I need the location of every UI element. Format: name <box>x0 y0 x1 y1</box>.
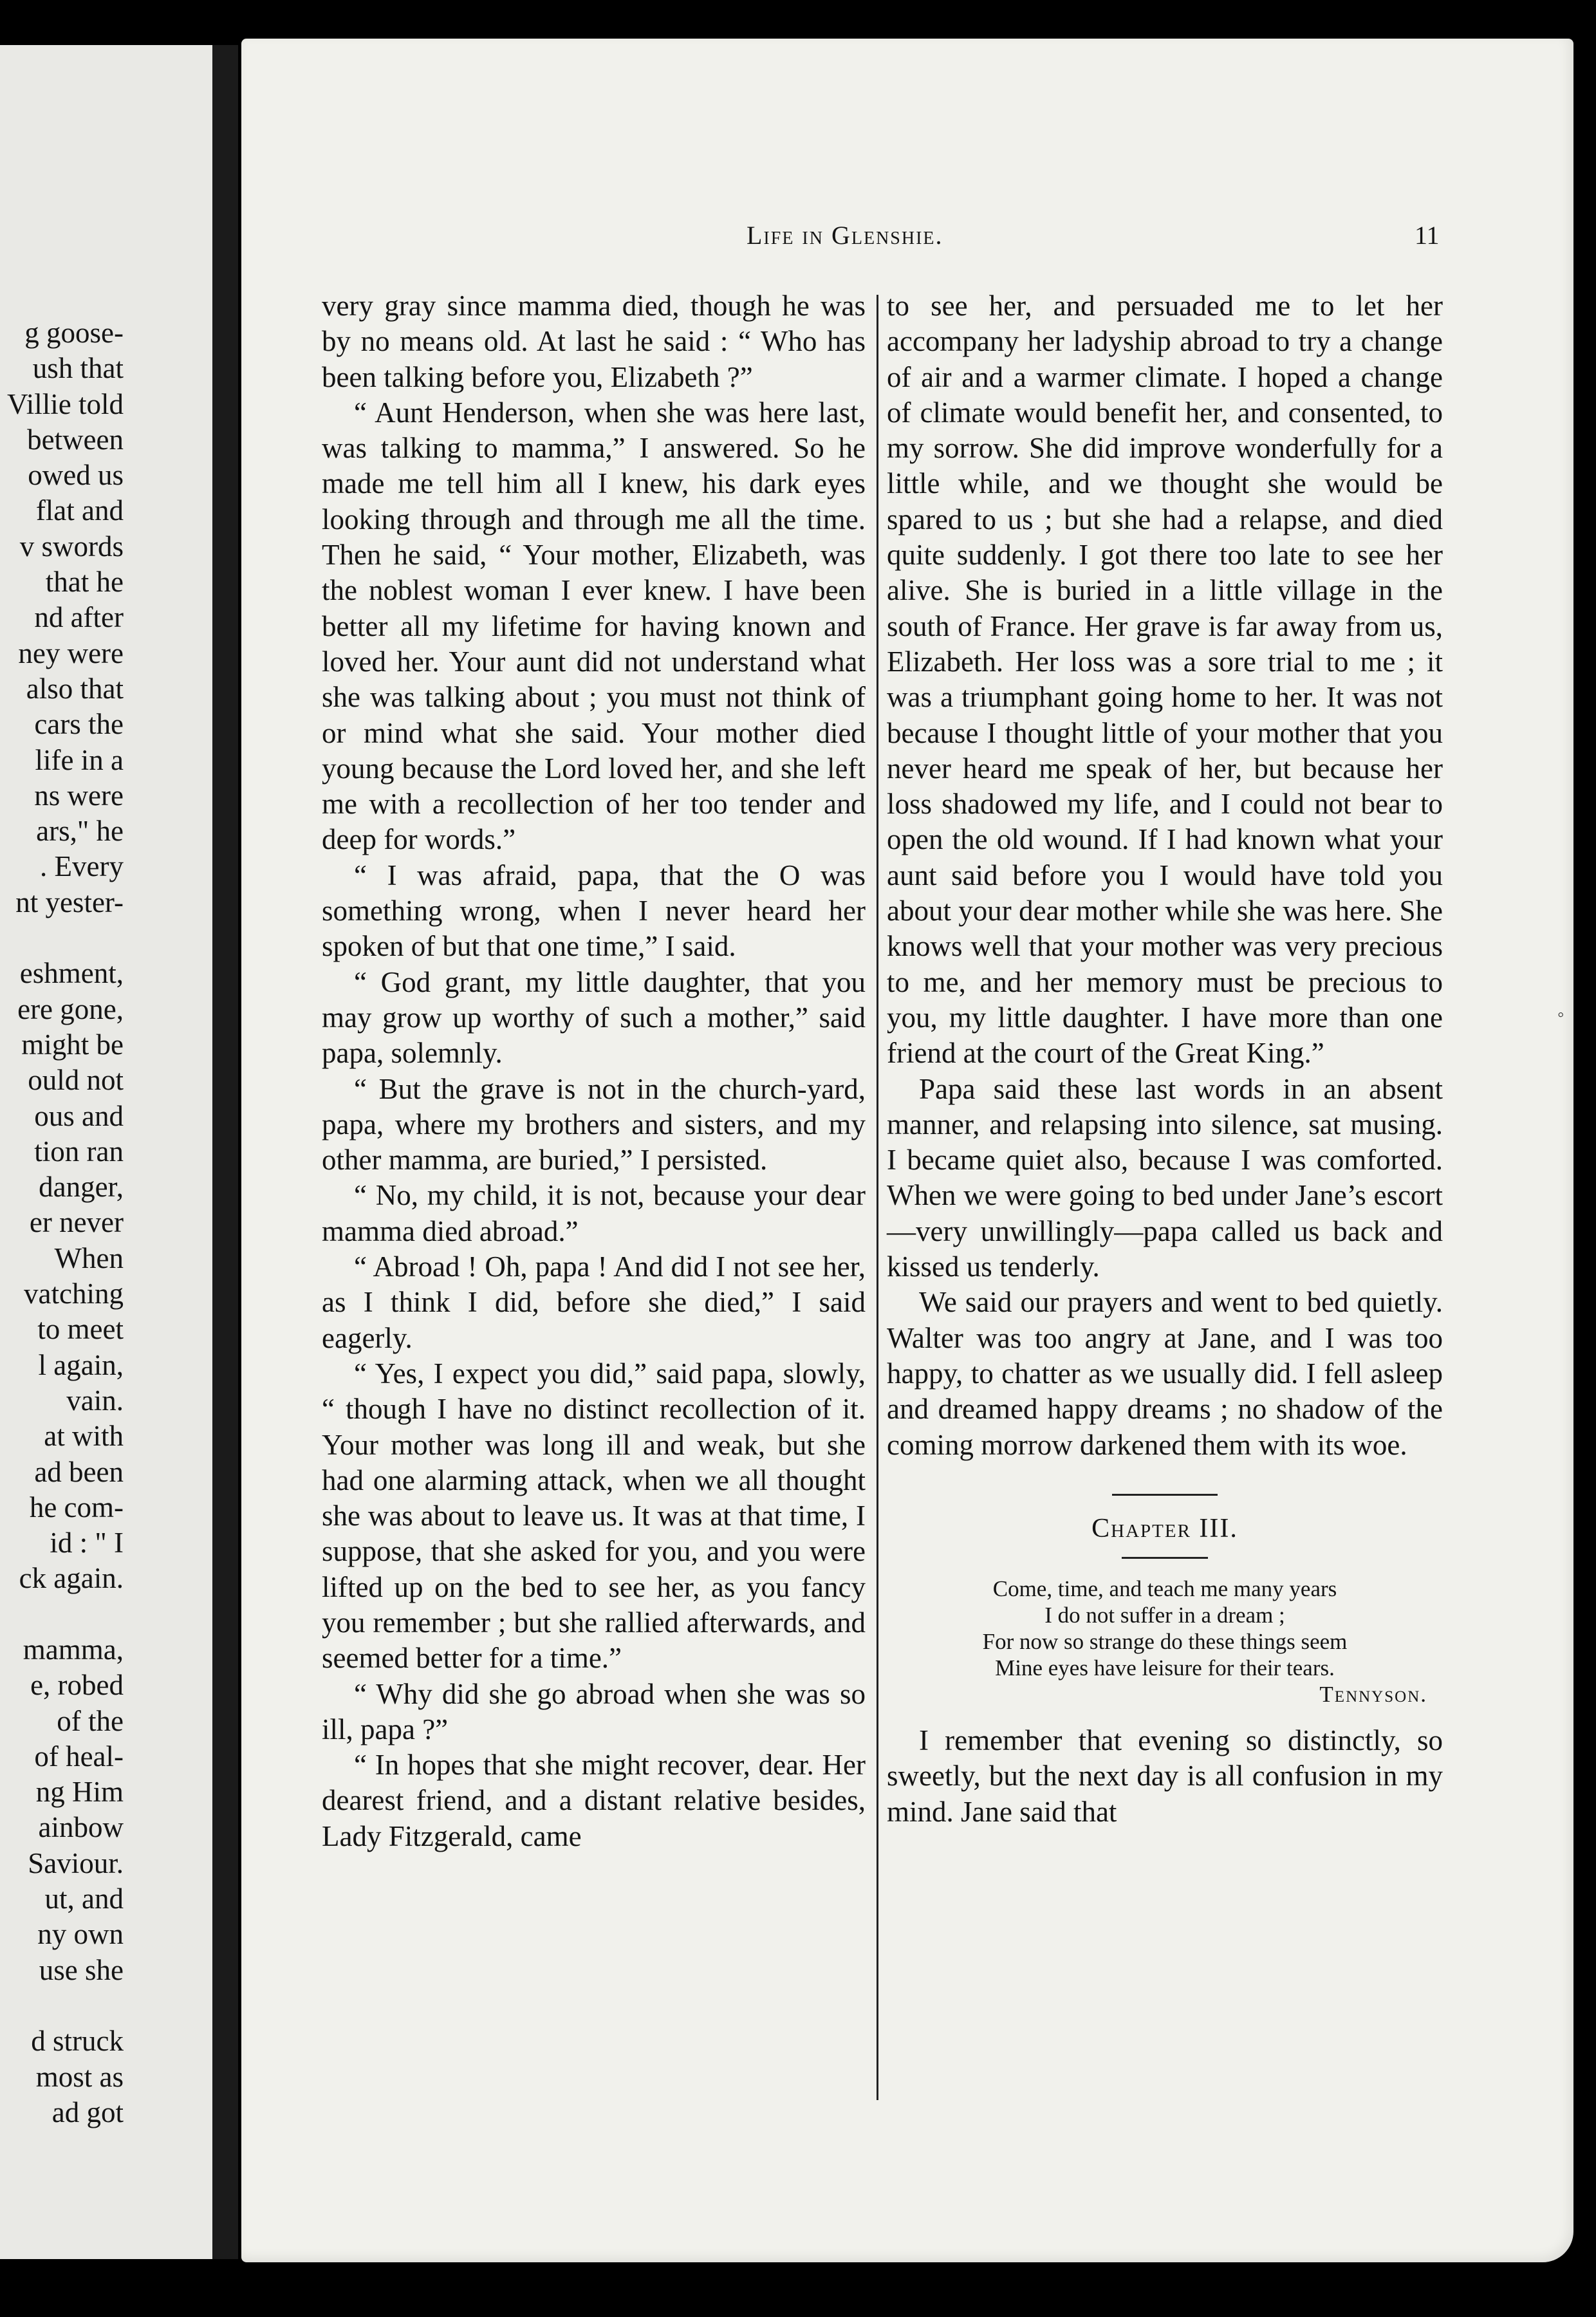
paragraph: to see her, and persuaded me to let her accompany her ladyship abroad to try a change of air and a warmer climate. I hoped a change of climate would benefit her, and consented, to my sorrow. She did improve wonderfully for a little while, and we thought she would be spared to us ; but she had a relapse, and died quite suddenly. I got there too late to see her alive. She is buried in a little village in the south of France. Her grave is far away from us, Elizabeth. Her loss was a sore trial to me ; it was a triumphant going home to her. It was not because I thought little of your mother that you never heard me speak of her, but because her loss shadowed my life, and I could not bear to open the old wound. If I had known what your aunt said before you I would have told you about your dear mother while she was here. She knows well that your mother was very precious to me, and her memory must be precious to you, my little daughter. I have more than one friend at the court of the Great King.” <box>887 290 1443 1070</box>
previous-page-fragment: ainbow <box>38 1811 124 1844</box>
previous-page-fragment: ous and <box>34 1099 124 1132</box>
previous-page-fragment: mamma, <box>23 1633 124 1666</box>
previous-page-fragment: ut, and <box>44 1883 124 1915</box>
epigraph-line: Mine eyes have leisure for their tears. <box>995 1655 1335 1681</box>
previous-page-fragment: ad got <box>51 2096 124 2128</box>
previous-page-fragment <box>0 1597 124 1632</box>
paragraph: “ Why did she go abroad when she was so ill, papa ?” <box>322 1677 866 1745</box>
previous-page <box>0 45 212 2259</box>
previous-page-fragment: eshment, <box>19 957 124 990</box>
epigraph-line: For now so strange do these things seem <box>982 1629 1348 1655</box>
running-head: Life in Glenshie. <box>747 221 943 250</box>
paragraph: very gray since mamma died, though he was by no means old. At last he said : “ Who has been talking before you, Elizabeth ?” <box>322 290 866 393</box>
chapter-rule <box>1112 1494 1218 1496</box>
previous-page-fragment: d struck <box>31 2025 124 2058</box>
previous-page-fragment: . Every <box>40 850 124 883</box>
paragraph: “ Abroad ! Oh, papa ! And did I not see her, as I think I did, before she died,” I said eagerly. <box>322 1251 866 1354</box>
right-column <box>887 288 1443 1830</box>
page-edge-mark: ◦ <box>1557 1004 1564 1025</box>
previous-page-fragment: e, robed <box>30 1669 124 1702</box>
paragraph: “ No, my child, it is not, because your dear mamma died abroad.” <box>322 1179 866 1247</box>
previous-page-fragment: er never <box>29 1206 124 1239</box>
previous-page-fragment <box>0 920 124 956</box>
epigraph-line: Come, time, and teach me many years <box>992 1576 1337 1602</box>
chapter-heading: Chapter III. <box>1091 1513 1238 1543</box>
column-rule <box>877 295 878 2100</box>
previous-page-fragment: that he <box>45 566 124 599</box>
previous-page-fragment: owed us <box>28 459 124 492</box>
previous-page-fragment: ould not <box>28 1064 124 1097</box>
previous-page-fragment: also that <box>26 672 124 705</box>
previous-page-fragment <box>0 1988 124 2024</box>
paragraph: We said our prayers and went to bed quietly. Walter was too angry at Jane, and I was too happy, to chatter as we usually did. I fell asleep and dreamed happy dreams ; no shadow of the coming morrow darkened them with its woe. <box>887 1286 1443 1461</box>
book-gutter <box>212 45 238 2259</box>
previous-page-fragment: life in a <box>35 743 124 776</box>
epigraph-attribution: Tennyson. <box>1319 1682 1427 1708</box>
paragraph: “ I was afraid, papa, that the O was something wrong, when I never heard her spoken of but that one time,” I said. <box>322 859 866 963</box>
previous-page-fragment: of heal- <box>34 1740 124 1773</box>
previous-page-fragment: id : " I <box>50 1527 124 1559</box>
previous-page-fragment: he com- <box>29 1491 124 1523</box>
previous-page-fragment: ad been <box>34 1455 124 1488</box>
previous-page-fragment: of the <box>57 1704 124 1737</box>
previous-page-fragment: ush that <box>32 352 124 385</box>
previous-page-fragment: most as <box>35 2060 124 2093</box>
previous-page-fragment: ck again. <box>19 1562 124 1595</box>
previous-page-fragment: vain. <box>66 1384 124 1417</box>
previous-page-fragment: g goose- <box>24 317 124 349</box>
previous-page-fragment: at with <box>44 1420 124 1453</box>
paragraph: I remember that evening so distinctly, so sweetly, but the next day is all confusion in my mind. Jane said that <box>887 1724 1443 1828</box>
previous-page-fragment: Villie told <box>6 387 124 420</box>
previous-page-fragment: use she <box>39 1953 124 1986</box>
previous-page-fragment: ney were <box>18 637 124 669</box>
previous-page-fragment: tion ran <box>34 1135 124 1168</box>
previous-page-fragment: nd after <box>34 601 124 634</box>
previous-page-fragment: might be <box>21 1028 124 1061</box>
previous-page-fragment: v swords <box>19 530 124 563</box>
previous-page-fragment: l again, <box>38 1348 124 1381</box>
previous-page-fragment: ng Him <box>35 1776 124 1809</box>
previous-page-fragment: ars," he <box>36 815 124 848</box>
chapter-rule-small <box>1122 1557 1208 1559</box>
previous-page-fragment: cars the <box>34 708 124 741</box>
previous-page-fragment: flat and <box>35 494 124 527</box>
previous-page-fragment: Saviour. <box>28 1847 124 1879</box>
previous-page-fragment: between <box>27 423 124 456</box>
epigraph-line: I do not suffer in a dream ; <box>1044 1603 1285 1628</box>
previous-page-fragment: danger, <box>39 1171 124 1204</box>
previous-page-fragments <box>0 315 212 2130</box>
epigraph <box>887 1576 1443 1708</box>
left-column <box>322 288 866 1854</box>
previous-page-fragment: vatching <box>24 1278 124 1310</box>
page-number: 11 <box>1415 221 1440 250</box>
paragraph: “ Aunt Henderson, when she was here last, was talking to mamma,” I answered. So he made me tell him all I knew, his dark eyes looking through and through me all the time. Then he said, “ Your mother, Elizabeth, was the noblest woman I ever knew. I have been better all my lifetime for having known and loved her. Your aunt did not understand what she was talking about ; you must not think of or mind what she said. Your mother died young because the Lord loved her, and she left me with a recollection of her too tender and deep for words.” <box>322 396 866 856</box>
paragraph: Papa said these last words in an absent manner, and relapsing into silence, sat musing. I became quiet also, because I was comforted. When we were going to bed under Jane’s escort —very unwillingly—papa called us back and kissed us tenderly. <box>887 1072 1443 1283</box>
paragraph: “ But the grave is not in the church-yard, papa, where my brothers and sisters, and my other mamma, are buried,” I persisted. <box>322 1072 866 1177</box>
paragraph: “ Yes, I expect you did,” said papa, slowly, “ though I have no distinct recollection of it. Your mother was long ill and weak, but she had one alarming attack, when we all thought she was about to leave us. It was at that time, I suppose, that she asked for you, and you were lifted up on the bed to see her, as you fancy you remember ; but she rallied afterwards, and seemed better for a time.” <box>322 1357 866 1675</box>
previous-page-fragment: ere gone, <box>17 992 124 1025</box>
previous-page-fragment: to meet <box>37 1313 124 1346</box>
paragraph: “ God grant, my little daughter, that you may grow up worthy of such a mother,” said papa, solemnly. <box>322 965 866 1070</box>
previous-page-fragment: When <box>54 1242 124 1274</box>
previous-page-fragment: ny own <box>37 1918 124 1951</box>
previous-page-fragment: ns were <box>34 779 124 812</box>
paragraph: “ In hopes that she might recover, dear. Her dearest friend, and a distant relative besides, Lady Fitzgerald, came <box>322 1749 866 1852</box>
previous-page-fragment: nt yester- <box>15 886 124 918</box>
